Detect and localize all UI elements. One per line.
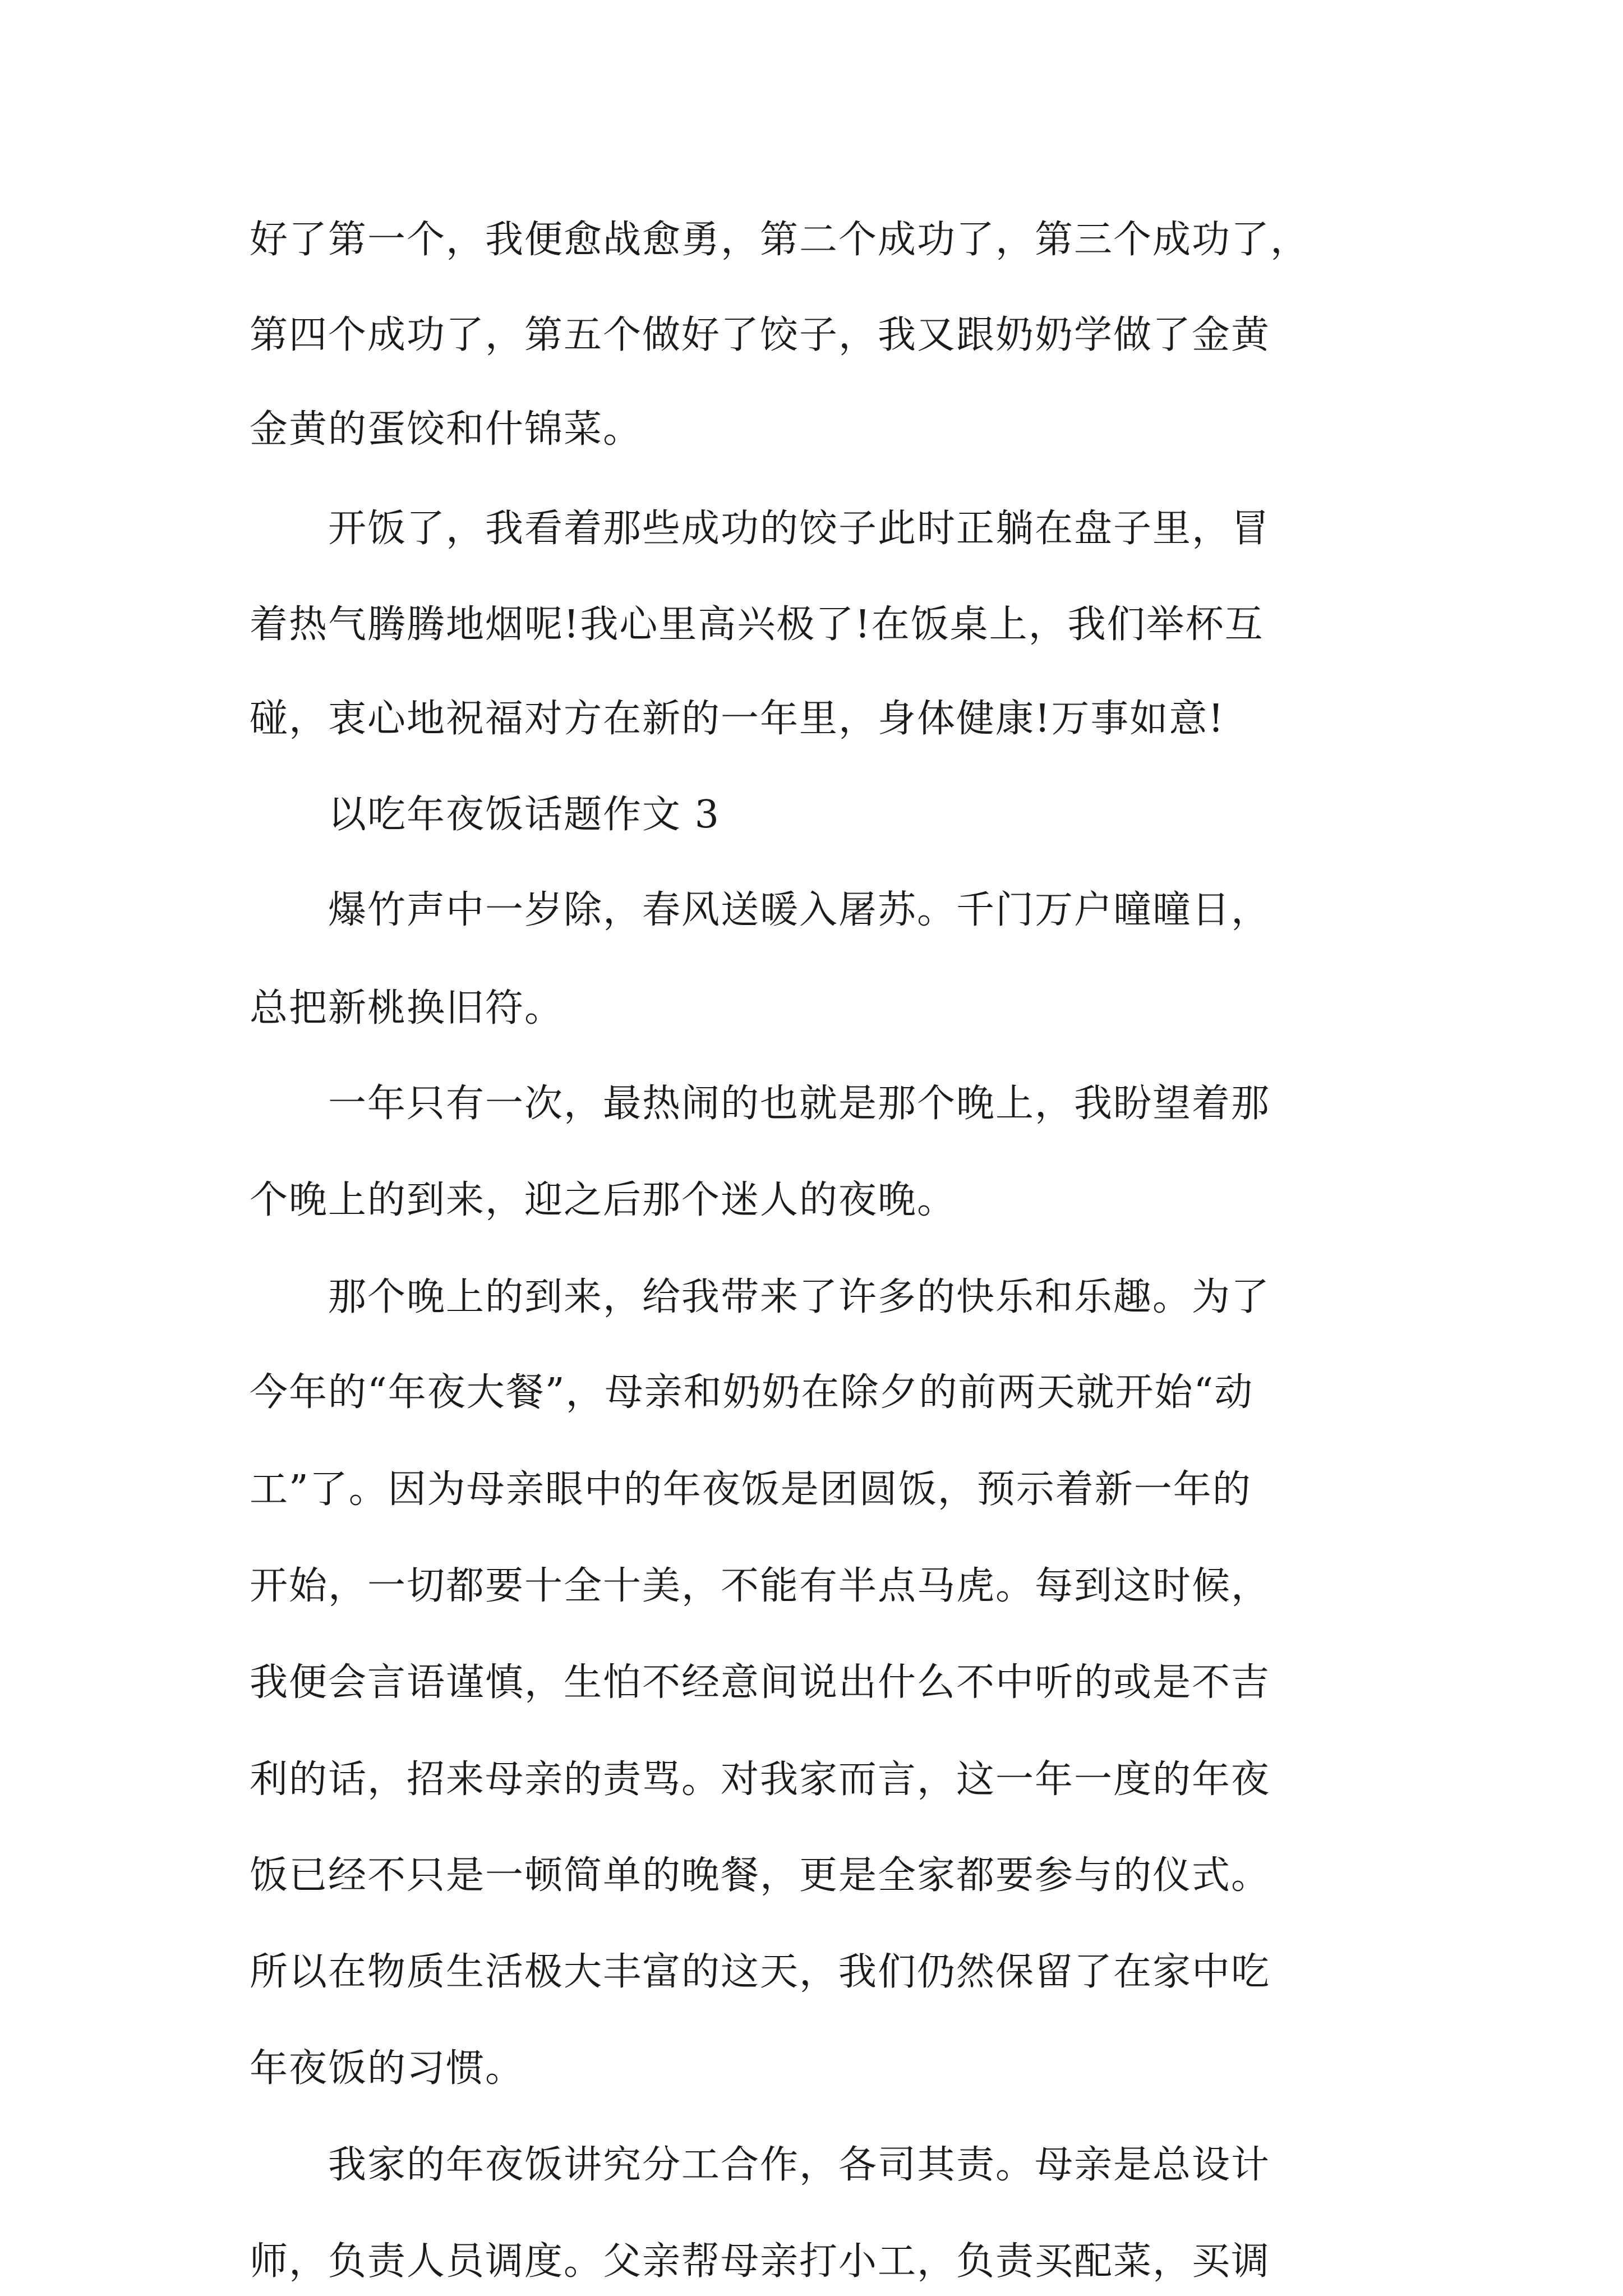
text-line: 我家的年夜饭讲究分工合作，各司其责。母亲是总设计 <box>250 2143 1271 2187</box>
text-line: 碰，衷心地祝福对方在新的一年里，身体健康!万事如意! <box>250 697 1225 741</box>
text-line: 好了第一个，我便愈战愈勇，第二个成功了，第三个成功了， <box>250 218 1310 262</box>
text-line: 所以在物质生活极大丰富的这天，我们仍然保留了在家中吃 <box>250 1950 1271 1994</box>
text-line: 年夜饭的习惯。 <box>250 2046 525 2091</box>
section-heading: 以吃年夜饭话题作文 3 <box>250 793 720 837</box>
text-line: 今年的“年夜大餐”，母亲和奶奶在除夕的前两天就开始“动 <box>250 1370 1254 1415</box>
text-line: 我便会言语谨慎，生怕不经意间说出什么不中听的或是不吉 <box>250 1660 1271 1705</box>
text-line: 总把新桃换旧符。 <box>250 986 564 1030</box>
text-line: 金黄的蛋饺和什锦菜。 <box>250 407 643 452</box>
text-line: 第四个成功了，第五个做好了饺子，我又跟奶奶学做了金黄 <box>250 313 1271 357</box>
text-line: 工”了。因为母亲眼中的年夜饭是团圆饭，预示着新一年的 <box>250 1467 1252 1512</box>
text-line: 爆竹声中一岁除，春风送暖入屠苏。千门万户曈曈日， <box>250 888 1271 932</box>
text-line: 那个晚上的到来，给我带来了许多的快乐和乐趣。为了 <box>250 1275 1271 1319</box>
text-line: 饭已经不只是一顿简单的晚餐，更是全家都要参与的仪式。 <box>250 1853 1271 1898</box>
text-line: 一年只有一次，最热闹的也就是那个晚上，我盼望着那 <box>250 1082 1271 1126</box>
text-line: 开始，一切都要十全十美，不能有半点马虎。每到这时候， <box>250 1564 1271 1608</box>
text-line: 利的话，招来母亲的责骂。对我家而言，这一年一度的年夜 <box>250 1757 1271 1802</box>
text-line: 着热气腾腾地烟呢!我心里高兴极了!在饭桌上，我们举杯互 <box>250 602 1264 647</box>
text-line: 个晚上的到来，迎之后那个迷人的夜晚。 <box>250 1178 957 1222</box>
text-line: 师，负责人员调度。父亲帮母亲打小工，负责买配菜，买调 <box>250 2239 1271 2284</box>
text-line: 开饭了，我看着那些成功的饺子此时正躺在盘子里，冒 <box>250 507 1271 551</box>
